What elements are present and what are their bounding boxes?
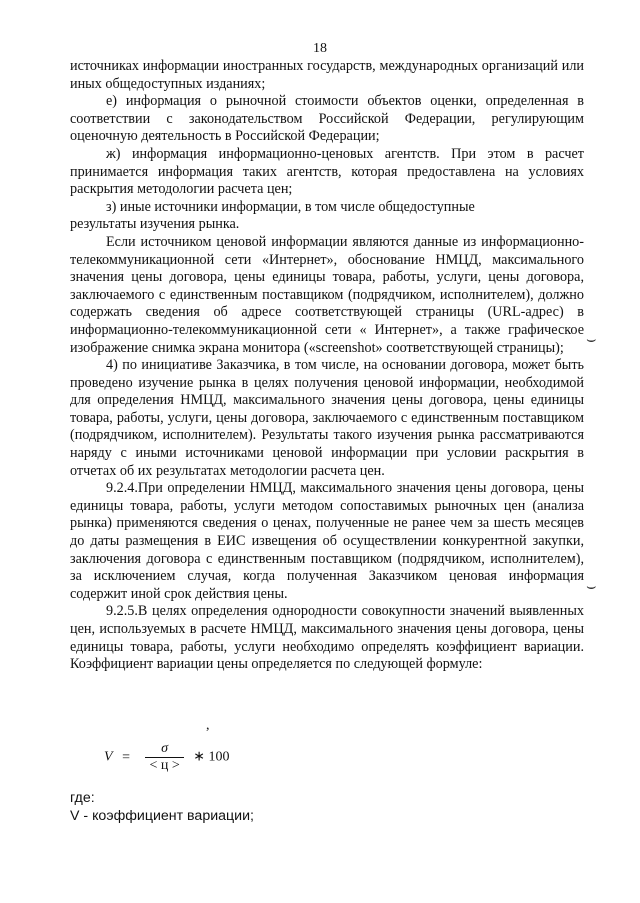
paragraph-item-z: з) иные источники информации, в том числе общедоступные (106, 198, 475, 215)
paragraph-9-2-4: 9.2.4.При определении НМЦД, максимального значения цены договора, цены единицы товара, работы, услуги методом сопоставимых рыночных цен (анализа рынка) применяются сведения о ценах, полученные не ранее чем за шесть месяцев до даты размещения в ЕИС извещения об осуществлении конкурентной закупки, заключения договора с единственным поставщиком (подрядчиком, исполнителем), за исключением случая, когда полученная Заказчиком ценовая информация содержит иной срок действия цены. (70, 480, 584, 602)
formula-explanation (70, 790, 254, 825)
margin-mark: ⌣ (586, 578, 597, 595)
paragraph-internet-source: Если источником ценовой информации являются данные из информационно-телекоммуникационной сети «Интернет», обоснование НМЦД, максимального значения цены договора, цены единицы товара, работы, услуги, цены договора, заключаемого с единственным поставщиком (подрядчиком, исполнителем), должно содержать сведения об адресе соответствующей страницы (URL-адрес) в информационно-телекоммуникационной сети « Интернет», а также графическое изображение снимка экрана монитора («screenshot» соответствующей страницы); (70, 233, 584, 356)
page-number: 18 (313, 41, 327, 56)
document-body (70, 58, 584, 674)
where-label: где: (70, 790, 95, 806)
paragraph-item-e: е) информация о рыночной стоимости объектов оценки, определенная в соответствии с законодательством Российской Федерации, регулирующим оценочную деятельность в Российской Федерации; (70, 93, 584, 145)
variation-formula (104, 741, 230, 774)
formula-denominator: < ц > (149, 758, 180, 773)
margin-mark: ⌣ (586, 331, 597, 348)
paragraph-9-2-5: 9.2.5.В целях определения однородности совокупности значений выявленных цен, используемых в расчете НМЦД, максимального значения цены договора, цены единицы товара, работы, услуги необходимо определять коэффициент вариации. Коэффициент вариации цены определяется по следующей формуле: (70, 603, 584, 673)
formula-lhs: V (104, 749, 113, 765)
formula-fraction (145, 741, 183, 774)
formula-apostrophe: , (206, 718, 210, 733)
paragraph-item-4: 4) по инициативе Заказчика, в том числе, на основании договора, может быть проведено изучение рынка в целях получения ценовой информации, необходимой для определения НМЦД, максимального значения цены договора, цены единицы товара, работы, услуги, цены договора, заключаемого с единственным поставщиком (подрядчиком, исполнителем). Результаты такого изучения рынка рассматриваются наряду с иными источниками ценовой информации при условии раскрытия в отчетах об их результатах методологии расчета цен. (70, 357, 584, 479)
variation-definition: V - коэффициент вариации; (70, 807, 254, 824)
paragraph-market-results: результаты изучения рынка. (70, 216, 240, 233)
formula-times: ∗ (193, 749, 205, 765)
paragraph-item-zh: ж) информация информационно-ценовых агентств. При этом в расчет принимается информация таких агентств, которая предоставлена на условиях раскрытия методологии расчета цен; (70, 145, 584, 198)
paragraph-sources-foreign: источниках информации иностранных государств, международных организаций или иных общедоступных изданиях; (70, 58, 584, 92)
formula-equals: = (122, 749, 130, 765)
formula-numerator: σ (145, 741, 183, 758)
formula-factor: 100 (208, 749, 230, 765)
